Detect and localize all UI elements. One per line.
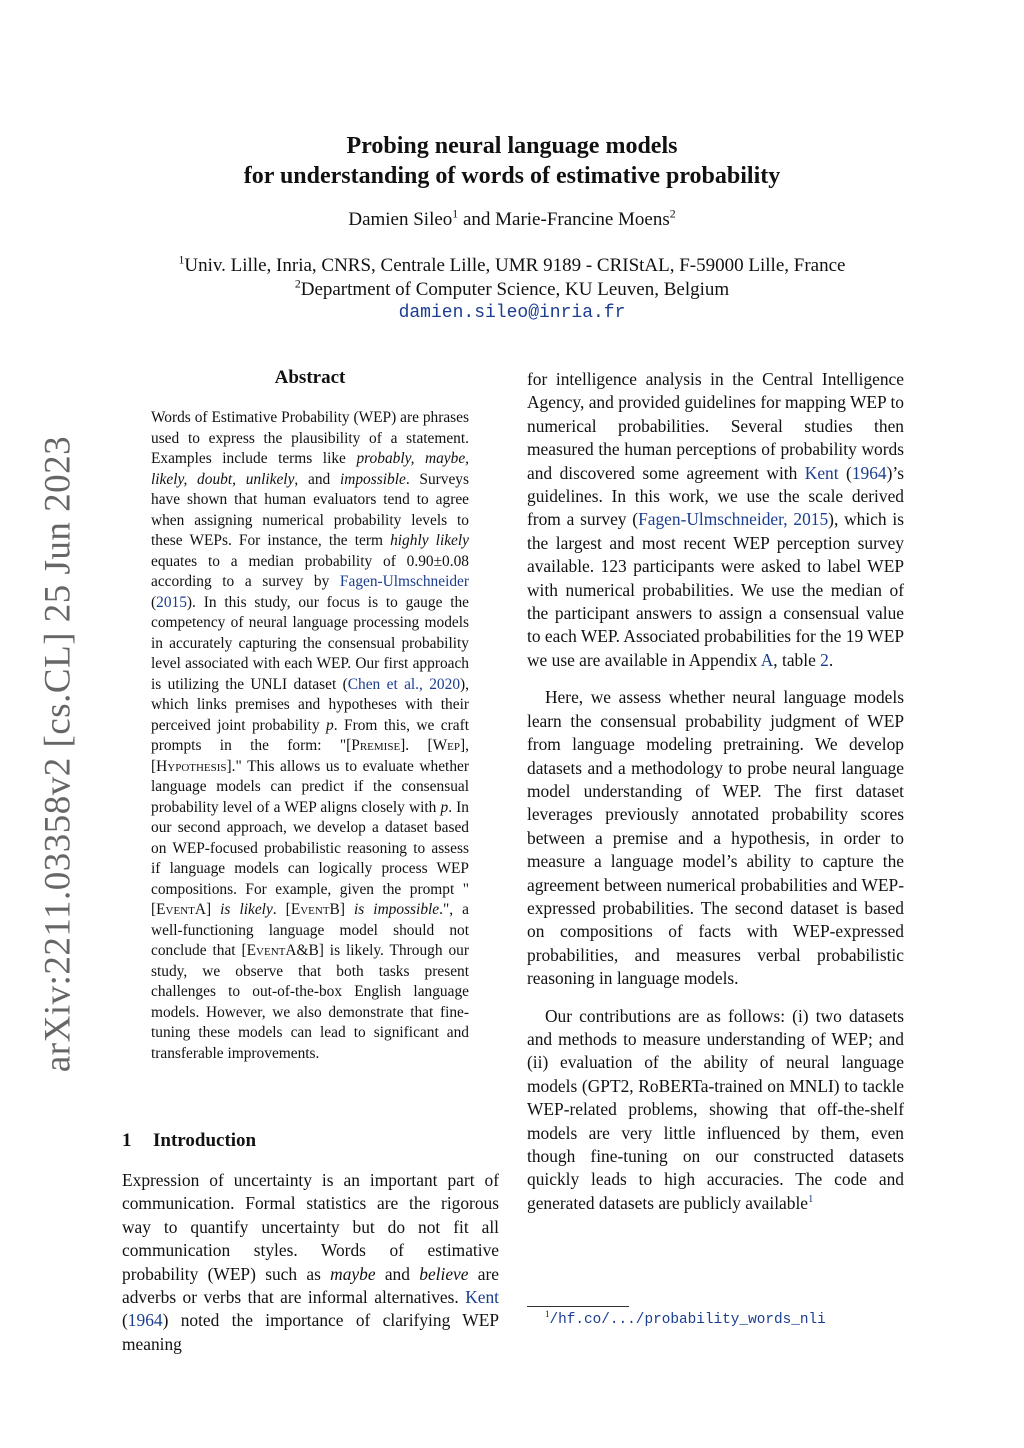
appendix-link[interactable]: A [760,649,774,670]
citation-link[interactable]: 1964 [127,1310,163,1331]
citation-link[interactable]: Kent [465,1287,499,1308]
affiliation-2 [0,278,1024,302]
footnote-mark: 1 [545,1309,550,1320]
citation-link[interactable]: Fagen-Ulmschneider [339,573,469,590]
right-column [527,368,904,1229]
title-line-2: for understanding of words of estimative probability [243,163,781,189]
citation-link[interactable]: 1964 [851,462,887,483]
affiliation-mark: 2 [294,277,301,291]
citation-link[interactable]: Kent [804,462,839,483]
table-link[interactable]: 2 [820,649,829,670]
author-list [0,209,1024,231]
citation-link[interactable]: 2015 [156,593,187,611]
footnote-url[interactable]: /hf.co/.../probability_words_nli [549,1312,826,1328]
footnote-rule [527,1306,629,1307]
author-conjunction: and [462,209,491,230]
section-number: 1 [122,1130,132,1151]
abstract-body: Words of Estimative Probability (WEP) are phrases used to express the plausibility of a statement. Examples include terms like probably, maybe, likely, doubt, unlikely, and impossible. Surveys have shown that human evaluators tend to agree when assigning numerical probability levels to these WEPs. For instance, the term highly likely equates to a median probability of 0.90±0.08 according to a survey by Fagen-Ulmschneider (2015). In this study, our focus is to gauge the competency of neural language processing models in accurately capturing the consensual probability level associated with each WEP. Our first approach is utilizing the UNLI dataset (Chen et al., 2020), which links premises and hypotheses with their perceived joint probability p. From this, we craft prompts in the form: "[Premise]. [Wep], [Hypothesis]." This allows us to evaluate whether language models can predict if the consensual probability level of a WEP aligns closely with p. In our second approach, we develop a dataset based on WEP-focused probabilistic reasoning to assess if language models can logically process WEP compositions. For example, given the prompt "[EventA] is likely. [EventB] is impossible.", a well-functioning language model should not conclude that [EventA&B] is likely. Through our study, we observe that both tasks present challenges to out-of-the-box English language models. However, we also demonstrate that fine-tuning these models can lead to significant and transferable improvements. [151,409,470,1062]
abstract-heading: Abstract [274,367,346,388]
author-name: Marie-Francine Moens [495,209,670,230]
affiliation-mark: 1 [452,207,459,221]
footnote [545,1309,826,1328]
title-line-1: Probing neural language models [346,133,678,159]
citation-link[interactable]: Chen et al., 2020 [347,675,461,693]
citation-link[interactable]: Fagen-Ulmschneider, 2015 [638,509,829,530]
intro-paragraph: Here, we assess whether neural language models learn the consensual probability judgment of WEP from language modeling pretraining. We develop datasets and a methodology to probe neural language model understanding of WEP. The first dataset leverages previously annotated probability scores between a premise and a hypothesis, in order to measure a language model’s ability to capture the agreement between numerical probabilities and WEP-expressed probabilities. The second dataset is based on compositions of facts with WEP-expressed probabilities, and measures verbal probabilistic reasoning in language models. [527,687,904,989]
intro-paragraph: Our contributions are as follows: (i) two datasets and methods to measure understanding of WEP; and (ii) evaluation of the ability of neural language models (GPT2, RoBERTa-trained on MNLI) to tackle WEP-related problems, showing that off-the-shelf models are very little influenced by them, even though fine-tuning on our constructed datasets quickly leads to high accuracies. The code and generated datasets are publicly available$^1$ [527,1005,904,1213]
paper-title [0,131,1024,191]
intro-paragraph: for intelligence analysis in the Central Intelligence Agency, and provided guidelines for mapping WEP to numerical probabilities. Several studies then measured the human perceptions of probability words and discovered some agreement with Kent (1964)’s guidelines. In this work, we use the scale derived from a survey (Fagen-Ulmschneider, 2015), which is the largest and most recent WEP perception survey available. 123 participants were asked to label WEP with numerical probabilities. We use the median of the participant answers to assign a consensual value to each WEP. Associated probabilities for the 19 WEP we use are available in Appendix A, table 2. [527,369,904,670]
affiliation-1 [0,254,1024,278]
footnote-link[interactable]: 1 [808,1193,814,1206]
author-name: Damien Sileo [348,209,453,230]
intro-paragraph-left: Expression of uncertainty is an important part of communication. Formal statistics are the rigorous way to quantify uncertainty but do not fit all communication styles. Words of estimative probability (WEP) such as maybe and believe are adverbs or verbs that are informal alternatives. Kent (1964) noted the importance of clarifying WEP meaning [122,1170,500,1354]
contact-email[interactable]: damien.sileo@inria.fr [398,303,626,323]
affiliation-mark: 2 [669,207,676,221]
affiliation-text: Department of Computer Science, KU Leuven, Belgium [300,279,730,300]
affiliation-text: Univ. Lille, Inria, CNRS, Centrale Lille, UMR 9189 - CRIStAL, F-59000 Lille, France [184,255,846,276]
section-title: Introduction [153,1130,257,1151]
arxiv-identifier: arXiv:2211.03358v2 [cs.CL] 25 Jun 2023 [37,435,79,1073]
affiliations [0,254,1024,302]
section-heading-introduction [122,1130,256,1152]
affiliation-mark: 1 [178,253,185,267]
